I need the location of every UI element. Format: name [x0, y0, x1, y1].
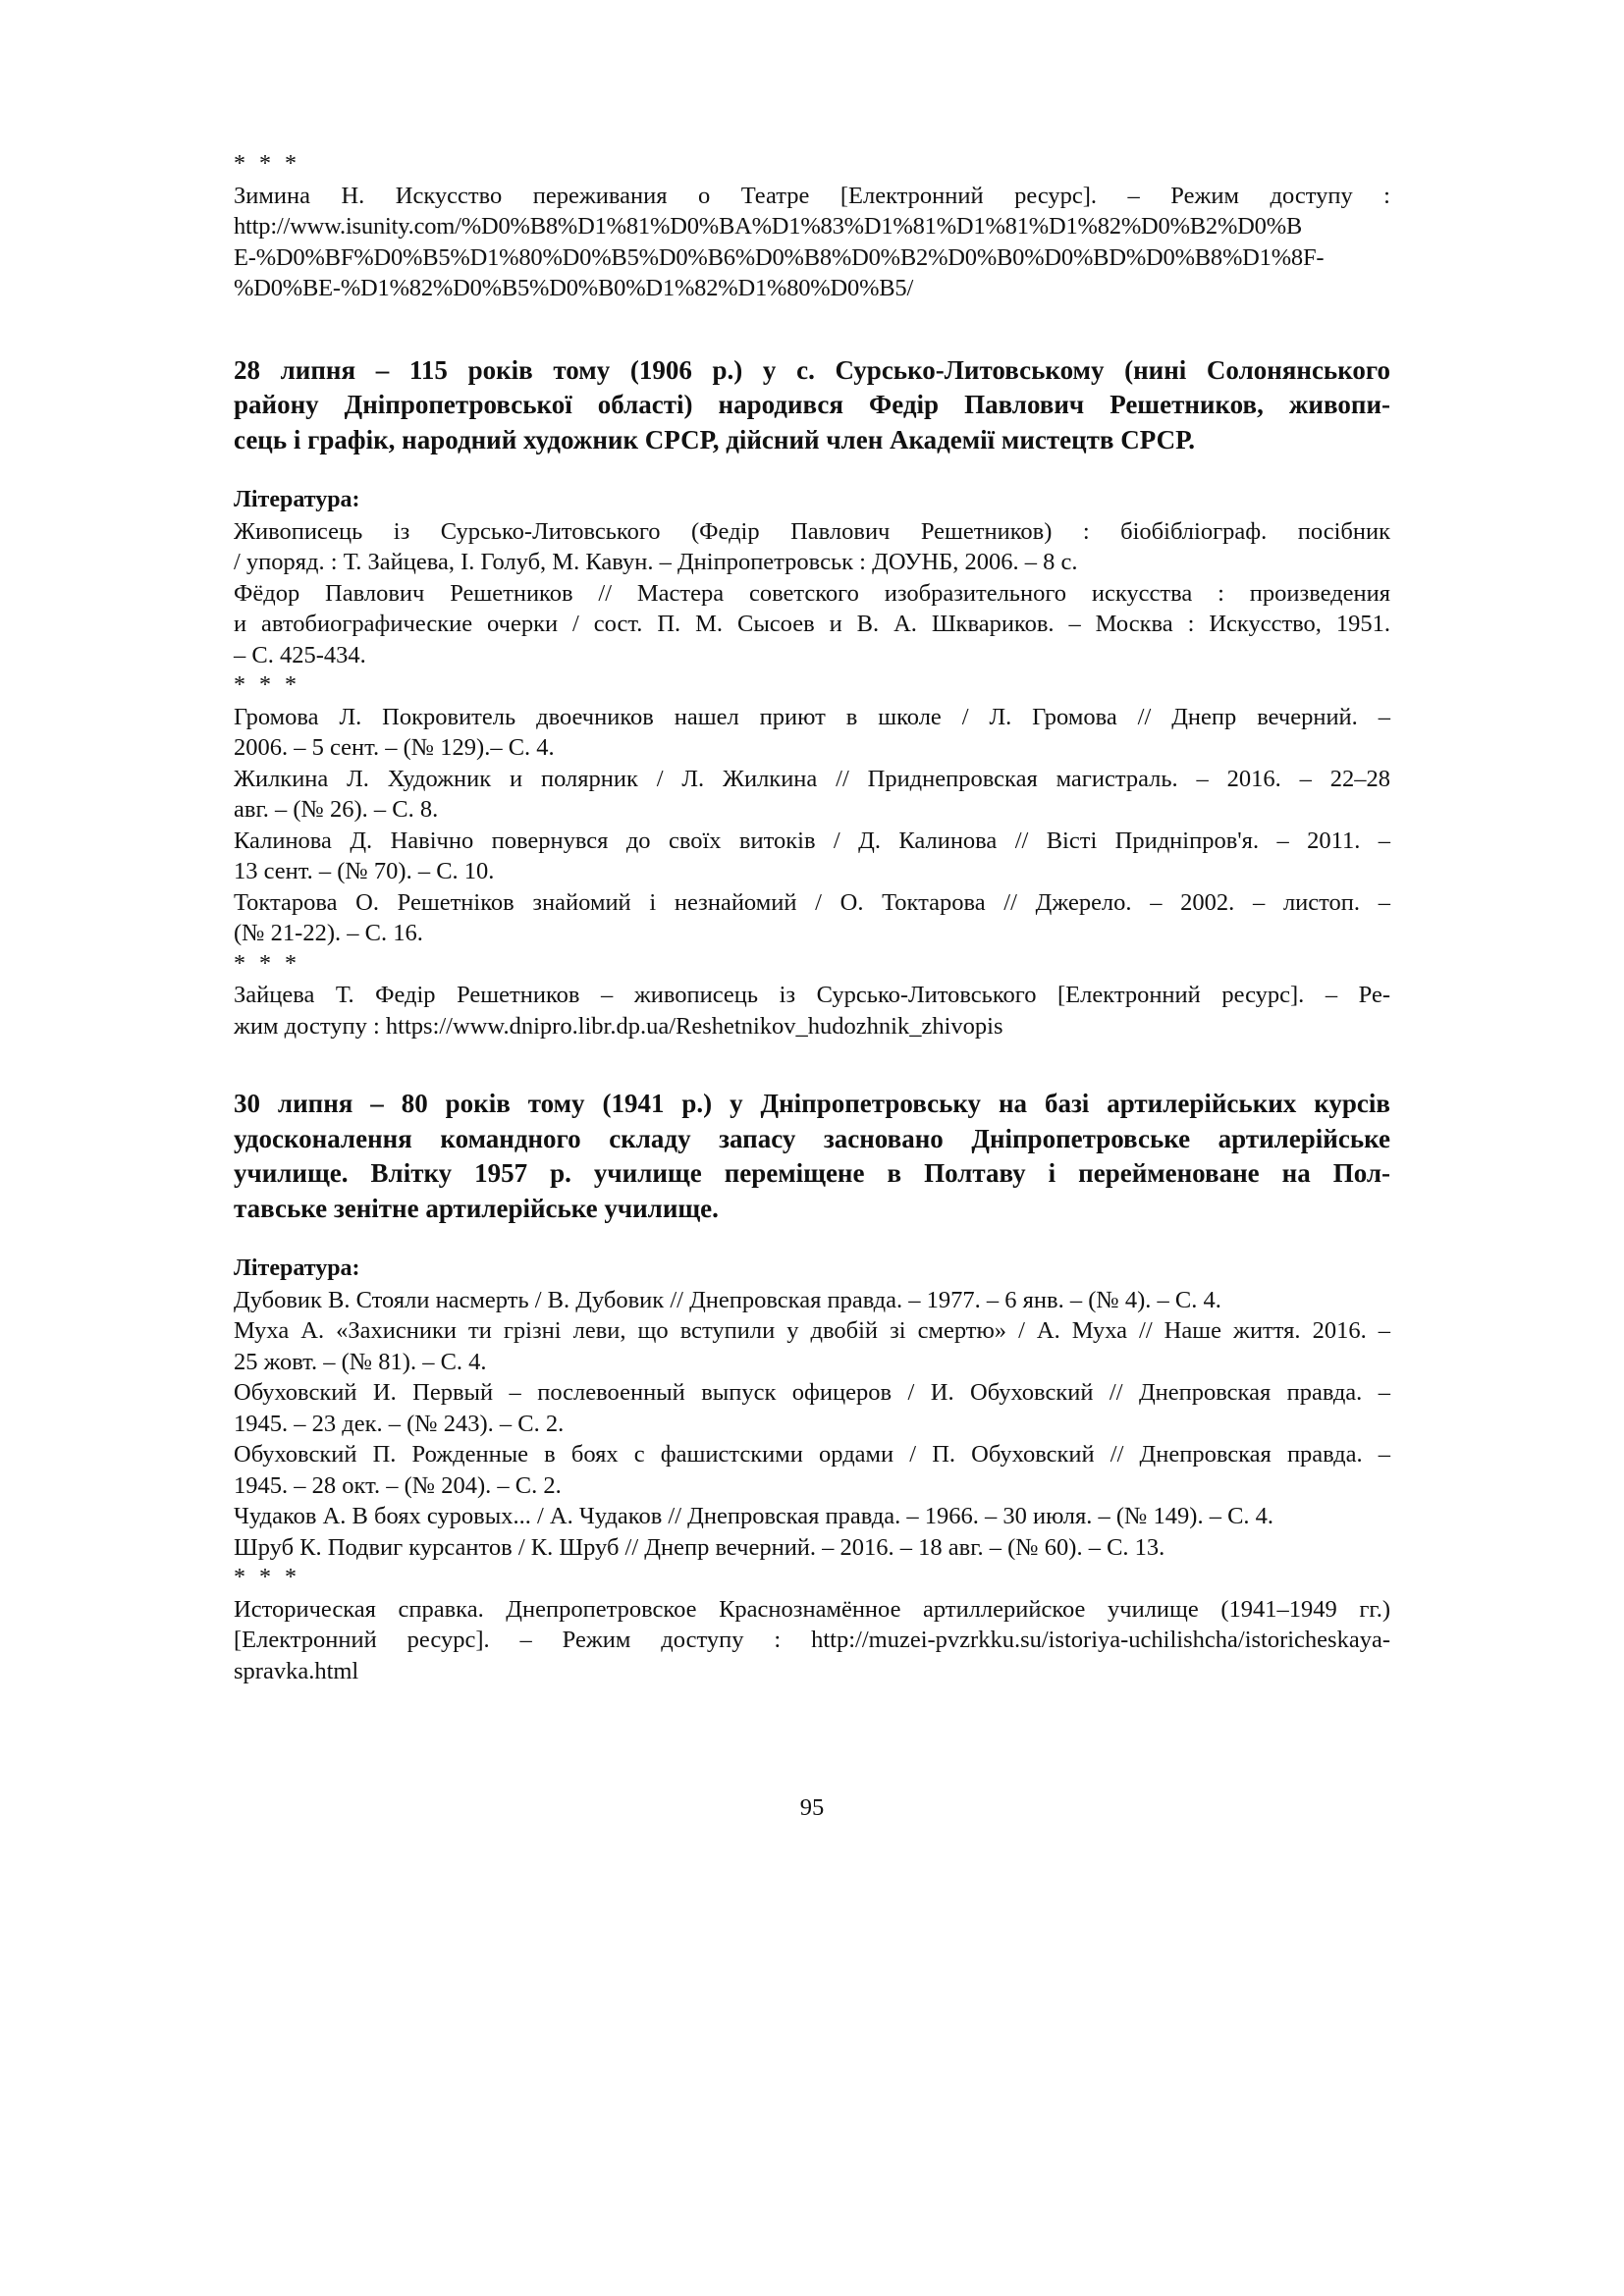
event-heading	[234, 353, 1390, 458]
entry-line: (№ 21-22). – С. 16.	[234, 920, 423, 946]
entry-line: Живописець із Сурсько-Литовського (Федір Павлович Решетников) : біобібліограф. посібник	[234, 517, 1390, 545]
bibliography-entry	[234, 1439, 1390, 1501]
bibliography-entry	[234, 578, 1390, 671]
entry-url-line[interactable]: E-%D0%BF%D0%B5%D1%80%D0%B5%D0%B6%D0%B8%D0%B2%D0%B0%D0%BD%D0%B8%D1%8F-	[234, 243, 1325, 271]
bibliography-entry	[234, 1285, 1390, 1316]
event-heading-line: району Дніпропетровської області) народився Федір Павлович Решетников, живопи-	[234, 390, 1390, 419]
document-page	[234, 149, 1390, 1686]
event-section-reshetnikov	[234, 353, 1390, 1042]
entry-line-link[interactable]: [Електронний ресурс]. – Режим доступу : http://muzei-pvzrkku.su/istoriya-uchilishcha/istoricheskaya-	[234, 1627, 1390, 1653]
entry-line: – С. 425-434.	[234, 641, 366, 668]
entry-line: Фёдор Павлович Решетников // Мастера советского изобразительного искусства : произведения	[234, 579, 1390, 607]
entry-line: Громова Л. Покровитель двоечников нашел приют в школе / Л. Громова // Днепр вечерний. –	[234, 703, 1390, 730]
entry-line-link[interactable]: жим доступу : https://www.dnipro.libr.dp.ua/Reshetnikov_hudozhnik_zhivopis	[234, 1012, 1003, 1040]
event-heading	[234, 1087, 1390, 1226]
entry-line: 13 сент. – (№ 70). – С. 10.	[234, 858, 495, 884]
bibliography-entry	[234, 516, 1390, 578]
entry-line: Обуховский И. Первый – послевоенный выпуск офицеров / И. Обуховский // Днепровская правда. –	[234, 1379, 1390, 1406]
entry-url-line[interactable]: http://www.isunity.com/%D0%B8%D1%81%D0%BA%D1%83%D1%81%D1%81%D1%82%D0%B2%D0%B	[234, 213, 1303, 240]
event-heading-line: 28 липня – 115 років тому (1906 р.) у с. Сурсько-Литовському (нині Солонянського	[234, 354, 1390, 385]
separator-stars: * * *	[234, 1565, 300, 1590]
entry-line: Чудаков А. В боях суровых... / А. Чудаков // Днепровская правда. – 1966. – 30 июля. – (№ 149). – С. 4.	[234, 1503, 1274, 1529]
bibliography-entry	[234, 826, 1390, 887]
event-heading-line: училище. Влітку 1957 р. училище переміщене в Полтаву і перейменоване на Пол-	[234, 1158, 1390, 1188]
event-heading-line: тавське зенітне артилерійське училище.	[234, 1193, 719, 1223]
entry-line: 1945. – 23 дек. – (№ 243). – С. 2.	[234, 1410, 565, 1437]
entry-line: 2006. – 5 сент. – (№ 129).– С. 4.	[234, 734, 555, 761]
entry-line: Обуховский П. Рожденные в боях с фашистскими ордами / П. Обуховский // Днепровская правда. –	[234, 1441, 1390, 1468]
entry-line: Дубовик В. Стояли насмерть / В. Дубовик // Днепровская правда. – 1977. – 6 янв. – (№ 4). – С. 4.	[234, 1286, 1221, 1313]
entry-line: Зайцева Т. Федір Решетников – живописець із Сурсько-Литовського [Електронний ресурс]. – Ре-	[234, 982, 1390, 1008]
entry-line: Историческая справка. Днепропетровское Краснознамённое артиллерийское училище (1941–1949 гг.)	[234, 1595, 1390, 1623]
entry-line: / упоряд. : Т. Зайцева, І. Голуб, М. Кавун. – Дніпропетровськ : ДОУНБ, 2006. – 8 с.	[234, 549, 1078, 575]
bibliography-entry	[234, 1377, 1390, 1439]
event-heading-line: 30 липня – 80 років тому (1941 р.) у Дніпропетровську на базі артилерійських курсів	[234, 1089, 1390, 1118]
entry-line: и автобиографические очерки / сост. П. М. Сысоев и В. А. Шквариков. – Москва : Искусство, 1951.	[234, 611, 1390, 637]
entry-line: Токтарова О. Решетніков знайомий і незнайомий / О. Токтарова // Джерело. – 2002. – листоп. –	[234, 888, 1390, 916]
bibliography-entry	[234, 702, 1390, 764]
literature-label: Література:	[234, 487, 360, 512]
separator-stars: * * *	[234, 672, 300, 698]
top-block	[234, 149, 1390, 304]
bibliography-entry	[234, 1532, 1390, 1564]
bibliography-entry	[234, 1594, 1390, 1687]
entry-line: 1945. – 28 окт. – (№ 204). – С. 2.	[234, 1471, 562, 1499]
entry-line: 25 жовт. – (№ 81). – С. 4.	[234, 1348, 487, 1375]
literature-label: Література:	[234, 1255, 360, 1281]
event-section-artillery-school	[234, 1087, 1390, 1686]
entry-line: авг. – (№ 26). – С. 8.	[234, 796, 439, 823]
entry-line-link[interactable]: spravka.html	[234, 1657, 359, 1684]
entry-line: Жилкина Л. Художник и полярник / Л. Жилкина // Приднепровская магистраль. – 2016. – 22–28	[234, 765, 1390, 792]
entry-line: Шруб К. Подвиг курсантов / К. Шруб // Днепр вечерний. – 2016. – 18 авг. – (№ 60). – С. 13.	[234, 1533, 1165, 1561]
bibliography-entry	[234, 764, 1390, 826]
event-heading-line: удосконалення командного складу запасу засновано Дніпропетровське артилерійське	[234, 1123, 1390, 1153]
separator-stars: * * *	[234, 950, 300, 977]
entry-url-line[interactable]: %D0%BE-%D1%82%D0%B5%D0%B0%D1%82%D1%80%D0%B5/	[234, 275, 914, 301]
bibliography-entry	[234, 1501, 1390, 1532]
event-heading-line: сець і графік, народний художник СРСР, дійсний член Академії мистецтв СРСР.	[234, 424, 1195, 454]
page-number: 95	[799, 1794, 825, 1821]
bibliography-entry	[234, 1315, 1390, 1377]
separator-stars: * * *	[234, 151, 300, 177]
bibliography-entry	[234, 980, 1390, 1041]
bibliography-entry	[234, 887, 1390, 949]
entry-line: Муха А. «Захисники ти грізні леви, що вступили у двобій зі смертю» / А. Муха // Наше життя. 2016. –	[234, 1317, 1390, 1344]
bibliography-entry	[234, 181, 1390, 304]
entry-line: Зимина Н. Искусство переживания о Театре [Електронний ресурс]. – Режим доступу :	[234, 182, 1390, 209]
entry-line: Калинова Д. Навічно повернувся до своїх витоків / Д. Калинова // Вісті Придніпров'я. – 2011. –	[234, 827, 1390, 854]
